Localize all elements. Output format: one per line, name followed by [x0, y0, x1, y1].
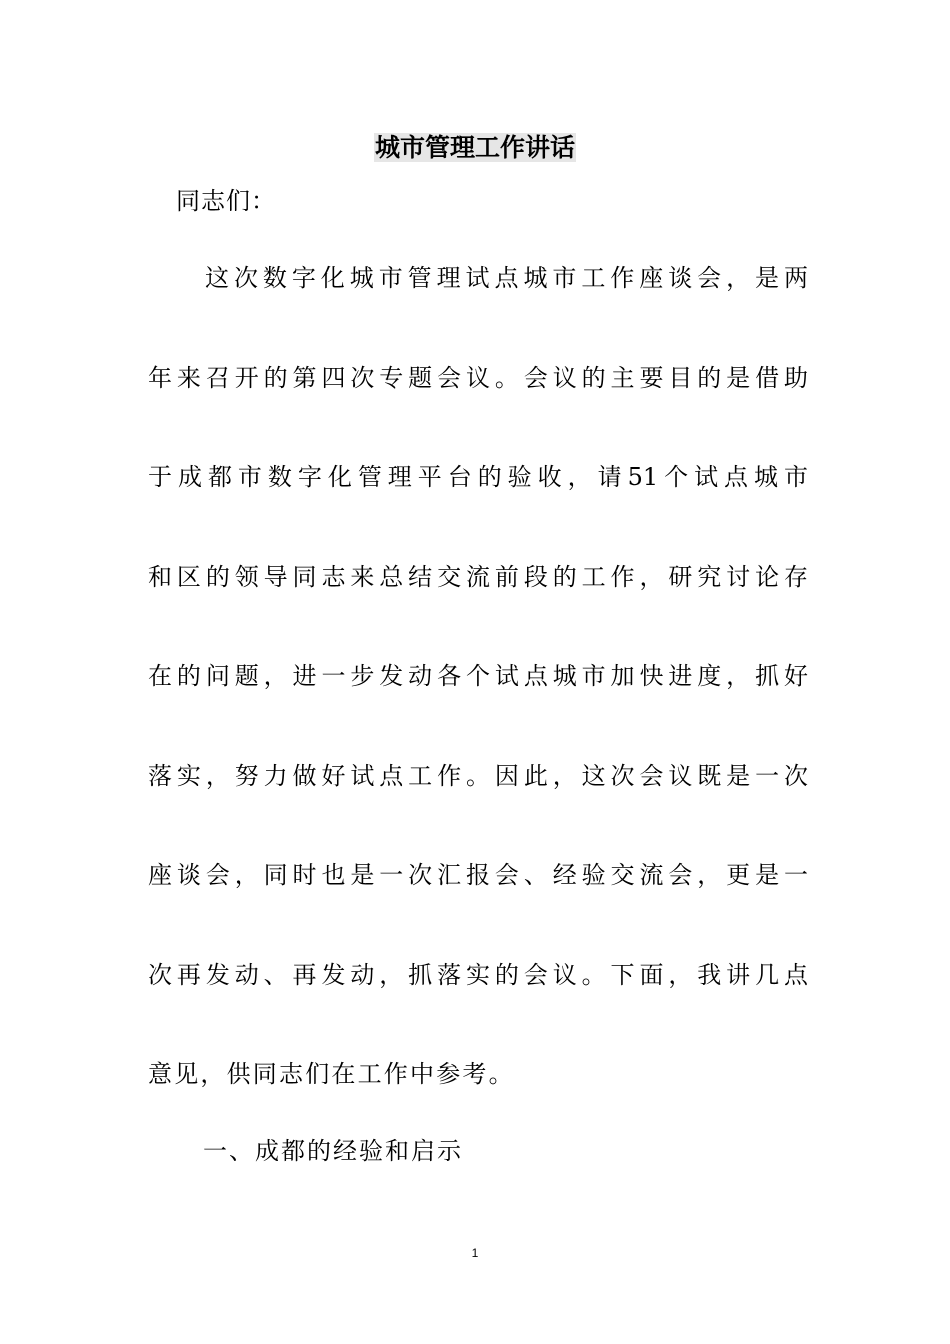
- paragraph-line: 年来召开的第四次专题会议。会议的主要目的是借助: [148, 364, 808, 392]
- document-title-text: 城市管理工作讲话: [374, 133, 575, 162]
- page-number: 1: [471, 1246, 479, 1260]
- section-heading: 一、成都的经验和启示: [203, 1137, 463, 1165]
- paragraph-line: 这次数字化城市管理试点城市工作座谈会，是两: [205, 264, 808, 292]
- paragraph-line: 次再发动、再发动，抓落实的会议。下面，我讲几点: [148, 961, 808, 989]
- document-title: [0, 128, 950, 168]
- paragraph-line: 于成都市数字化管理平台的验收，请51个试点城市: [148, 463, 808, 491]
- paragraph-line: 和区的领导同志来总结交流前段的工作，研究讨论存: [148, 563, 808, 591]
- paragraph-line: 座谈会，同时也是一次汇报会、经验交流会，更是一: [148, 861, 808, 889]
- paragraph-line: 在的问题，进一步发动各个试点城市加快进度，抓好: [148, 662, 808, 690]
- paragraph-line: 落实，努力做好试点工作。因此，这次会议既是一次: [148, 762, 808, 790]
- paragraph-line-last: 意见，供同志们在工作中参考。: [148, 1060, 515, 1088]
- salutation: 同志们：: [176, 187, 276, 215]
